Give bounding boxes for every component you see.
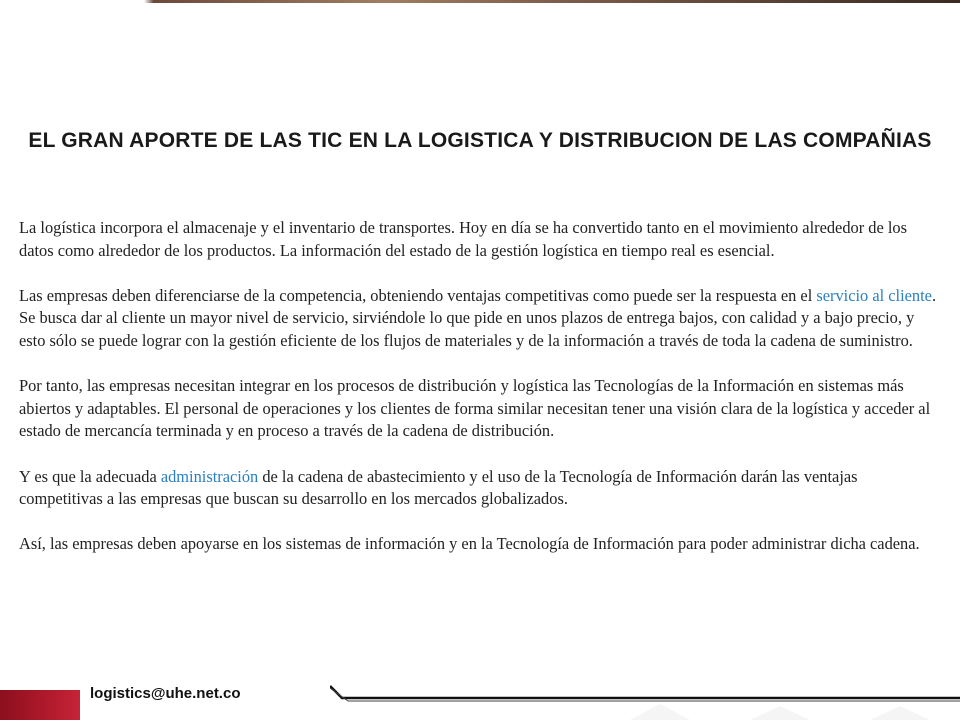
slide-title: EL GRAN APORTE DE LAS TIC EN LA LOGISTICA Y DISTRIBUCION DE LAS COMPAÑIAS: [28, 129, 932, 152]
link-servicio-al-cliente[interactable]: servicio al cliente: [816, 285, 932, 305]
paragraph-text: . Se busca dar al cliente un mayor nivel de servicio, sirviéndole lo que pide en unos plazos de entrega bajos, con calidad y a bajo precio, y esto sólo se puede lograr con la gestión eficiente de los flujos de materiales y de la información a través de toda la cadena de suministro.: [19, 285, 937, 350]
paragraph-adecuada-administracion: [19, 466, 939, 511]
paragraph-logistica: [19, 217, 939, 262]
paragraph-por-tanto: [19, 375, 939, 443]
link-administracion[interactable]: administración: [160, 466, 259, 486]
paragraph-asi: [19, 533, 939, 556]
slide-body: [19, 217, 939, 579]
paragraph-text: Por tanto, las empresas necesitan integrar en los procesos de distribución y logística las Tecnologías de la Información en sistemas más abiertos y adaptables. El personal de operaciones y los clientes de forma similar necesitan tener una visión clara de la logística y acceder al estado de mercancía terminada y en proceso a través de la cadena de distribución.: [19, 376, 931, 441]
paragraph-empresas-diferenciarse: [19, 285, 939, 353]
footer-email[interactable]: logistics@uhe.net.co: [90, 685, 241, 702]
footer-decorative-bar: [330, 684, 960, 720]
paragraph-text: La logística incorpora el almacenaje y el inventario de transportes. Hoy en día se ha convertido tanto en el movimiento alrededor de los datos como alrededor de los productos. La información del estado de la gestión logística en tiempo real es esencial.: [19, 218, 907, 260]
paragraph-text: de la cadena de abastecimiento y el uso de la Tecnología de Información darán las ventajas competitivas a las empresas que buscan su desarrollo en los mercados globalizados.: [19, 466, 858, 509]
paragraph-text: Y es que la adecuada: [19, 466, 161, 486]
paragraph-text: Así, las empresas deben apoyarse en los sistemas de información y en la Tecnología de Información para poder administrar dicha cadena.: [19, 534, 920, 554]
footer-red-block: [0, 690, 82, 720]
top-decorative-strip: [0, 0, 960, 3]
paragraph-text: Las empresas deben diferenciarse de la competencia, obteniendo ventajas competitivas como puede ser la respuesta en el: [19, 285, 817, 305]
